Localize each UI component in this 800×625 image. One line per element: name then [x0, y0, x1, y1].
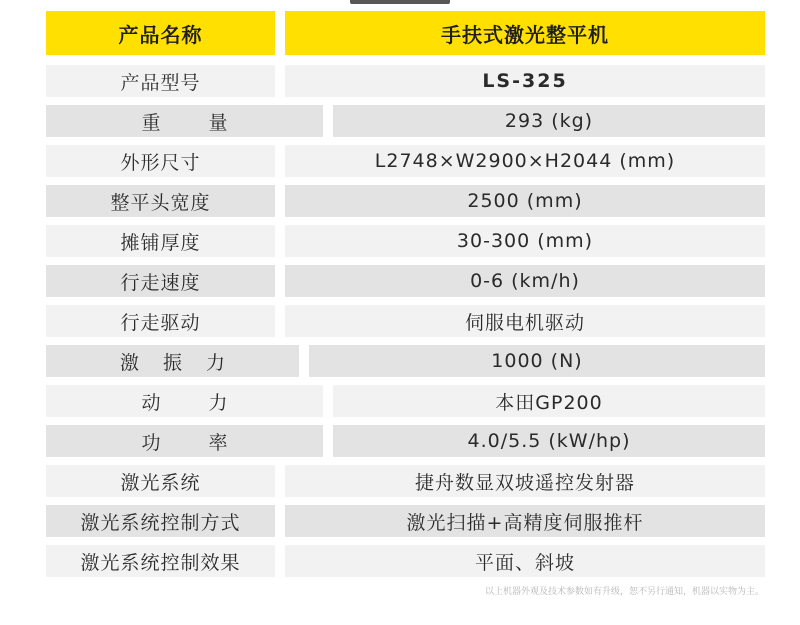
table-row-laser-control-effect: [46, 545, 765, 577]
row-value: 2500 (mm): [285, 185, 765, 217]
row-label: 重量: [46, 105, 323, 137]
header-label: 产品名称: [46, 11, 275, 55]
row-label: 激光系统控制方式: [46, 505, 275, 537]
row-label: 动力: [46, 385, 323, 417]
row-label: 功率: [46, 425, 323, 457]
row-label: 行走速度: [46, 265, 275, 297]
table-row-travel-drive: [46, 305, 765, 337]
header-value: 手扶式激光整平机: [285, 11, 765, 55]
spec-table: [46, 11, 765, 585]
row-value: 捷舟数显双坡遥控发射器: [285, 465, 765, 497]
table-row-power-source: [46, 385, 765, 417]
row-value: LS-325: [285, 65, 765, 97]
table-row-screed-width: [46, 185, 765, 217]
table-header-row: [46, 11, 765, 55]
row-label: 激振力: [46, 345, 299, 377]
row-value: 平面、斜坡: [285, 545, 765, 577]
table-row-vibration-force: [46, 345, 765, 377]
row-value: 293 (kg): [333, 105, 765, 137]
table-row-weight: [46, 105, 765, 137]
row-label: 整平头宽度: [46, 185, 275, 217]
row-label: 摊铺厚度: [46, 225, 275, 257]
row-value: 伺服电机驱动: [285, 305, 765, 337]
row-value: 本田GP200: [333, 385, 765, 417]
row-label: 外形尺寸: [46, 145, 275, 177]
table-row-laser-system: [46, 465, 765, 497]
row-label: 产品型号: [46, 65, 275, 97]
cropped-top-text: [350, 0, 450, 4]
table-row-dimensions: [46, 145, 765, 177]
disclaimer-footnote: 以上机器外观及技术参数如有升级，恕不另行通知，机器以实物为主。: [484, 587, 764, 597]
table-row-power-rating: [46, 425, 765, 457]
row-value: 1000 (N): [309, 345, 765, 377]
row-value: 0-6 (km/h): [285, 265, 765, 297]
row-label: 行走驱动: [46, 305, 275, 337]
row-value: 30-300 (mm): [285, 225, 765, 257]
table-row-laser-control-method: [46, 505, 765, 537]
row-value: 激光扫描+高精度伺服推杆: [285, 505, 765, 537]
table-row-paving-thickness: [46, 225, 765, 257]
row-label: 激光系统控制效果: [46, 545, 275, 577]
row-value: L2748×W2900×H2044 (mm): [285, 145, 765, 177]
table-row-model: [46, 65, 765, 97]
row-value: 4.0/5.5 (kW/hp): [333, 425, 765, 457]
table-row-travel-speed: [46, 265, 765, 297]
row-label: 激光系统: [46, 465, 275, 497]
